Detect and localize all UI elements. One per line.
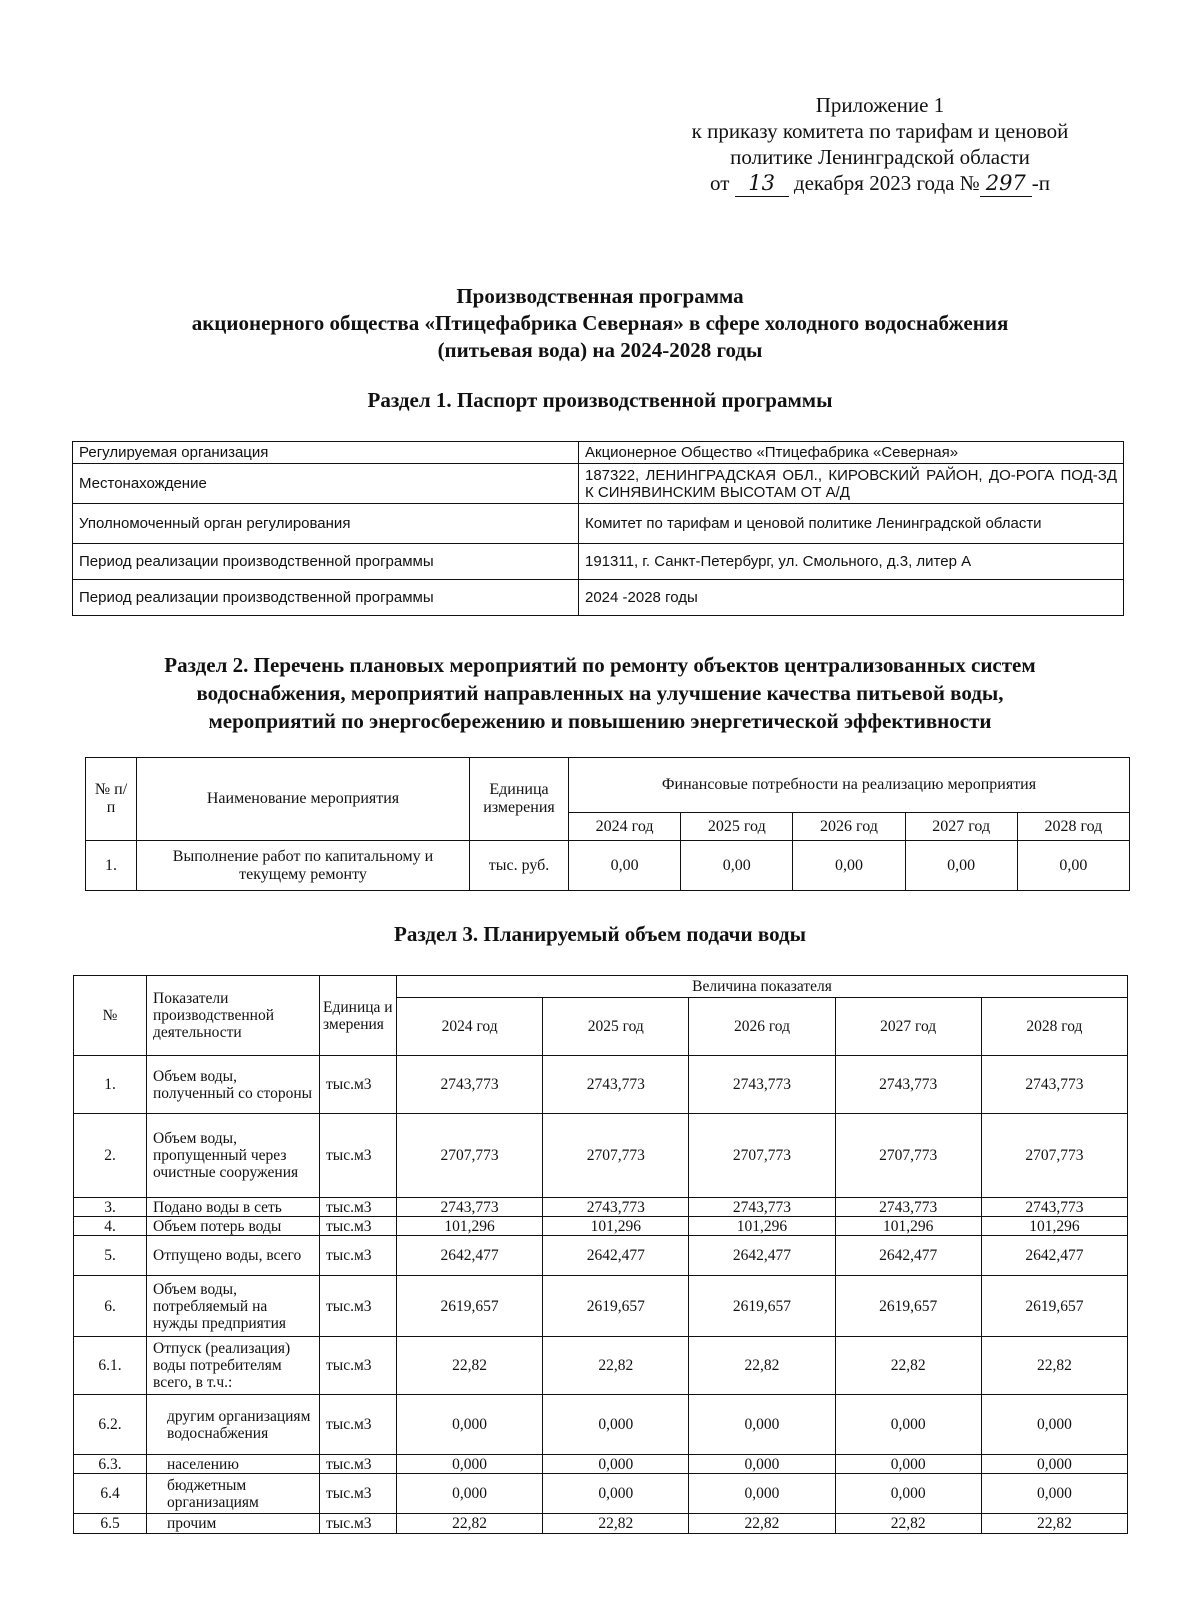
header-year: 2025 год bbox=[543, 998, 689, 1056]
passport-value: Комитет по тарифам и ценовой политике Ленинградской области bbox=[579, 504, 1124, 544]
appendix-line2: к приказу комитета по тарифам и ценовой bbox=[691, 119, 1069, 143]
passport-label: Уполномоченный орган регулирования bbox=[73, 504, 579, 544]
row-unit: тыс.м3 bbox=[320, 1198, 397, 1217]
row-value: 2743,773 bbox=[689, 1198, 835, 1217]
header-indicator: Показатели производственной деятельности bbox=[147, 976, 320, 1056]
row-value: 0,000 bbox=[689, 1474, 835, 1514]
header-year: 2027 год bbox=[905, 813, 1017, 841]
row-value: 2743,773 bbox=[835, 1056, 981, 1114]
row-value: 101,296 bbox=[835, 1217, 981, 1236]
row-value: 101,296 bbox=[981, 1217, 1127, 1236]
table-row bbox=[74, 1395, 1128, 1455]
passport-table bbox=[72, 441, 1124, 616]
water-supply-table bbox=[73, 975, 1128, 1534]
row-value: 0,00 bbox=[905, 841, 1017, 891]
row-value: 2743,773 bbox=[689, 1056, 835, 1114]
row-value: 0,00 bbox=[1017, 841, 1129, 891]
passport-row bbox=[73, 504, 1124, 544]
appendix-header bbox=[640, 92, 1120, 197]
header-value: Величина показателя bbox=[397, 976, 1128, 998]
header-num: № bbox=[74, 976, 147, 1056]
row-value: 2642,477 bbox=[835, 1236, 981, 1276]
row-value: 2619,657 bbox=[543, 1276, 689, 1337]
header-year: 2028 год bbox=[981, 998, 1127, 1056]
row-unit: тыс.м3 bbox=[320, 1217, 397, 1236]
row-value: 2743,773 bbox=[397, 1056, 543, 1114]
row-num: 1. bbox=[74, 1056, 147, 1114]
passport-value: Акционерное Общество «Птицефабрика «Северная» bbox=[579, 442, 1124, 464]
table-row bbox=[86, 841, 1130, 891]
row-value: 2743,773 bbox=[981, 1056, 1127, 1114]
row-value: 2743,773 bbox=[397, 1198, 543, 1217]
row-value: 0,00 bbox=[569, 841, 681, 891]
passport-row bbox=[73, 544, 1124, 580]
row-value: 0,00 bbox=[793, 841, 905, 891]
row-value: 0,000 bbox=[981, 1455, 1127, 1474]
row-value: 22,82 bbox=[835, 1514, 981, 1534]
section3-heading: Раздел 3. Планируемый объем подачи воды bbox=[394, 922, 806, 946]
row-value: 2642,477 bbox=[397, 1236, 543, 1276]
row-unit: тыс.м3 bbox=[320, 1514, 397, 1534]
row-value: 22,82 bbox=[543, 1514, 689, 1534]
appendix-prefix: от bbox=[710, 171, 730, 195]
header-unit: Единица измерения bbox=[470, 758, 569, 841]
table-row bbox=[74, 1337, 1128, 1395]
row-unit: тыс.м3 bbox=[320, 1056, 397, 1114]
row-value: 2642,477 bbox=[981, 1236, 1127, 1276]
section2-heading-line1: Раздел 2. Перечень плановых мероприятий по ремонту объектов централизованных систем bbox=[164, 653, 1036, 677]
row-unit: тыс.м3 bbox=[320, 1276, 397, 1337]
row-value: 0,00 bbox=[681, 841, 793, 891]
row-value: 22,82 bbox=[981, 1514, 1127, 1534]
title-line1: Производственная программа bbox=[456, 284, 744, 308]
appendix-day: 13 bbox=[735, 170, 789, 197]
row-indicator: другим организациям водоснабжения bbox=[147, 1395, 320, 1455]
row-value: 22,82 bbox=[689, 1337, 835, 1395]
row-value: 0,000 bbox=[981, 1474, 1127, 1514]
row-unit: тыс.м3 bbox=[320, 1114, 397, 1198]
row-value: 22,82 bbox=[835, 1337, 981, 1395]
appendix-line3: политике Ленинградской области bbox=[730, 145, 1030, 169]
row-indicator: Объем воды, пропущенный через очистные сооружения bbox=[147, 1114, 320, 1198]
row-value: 2707,773 bbox=[689, 1114, 835, 1198]
header-year: 2027 год bbox=[835, 998, 981, 1056]
row-name: Выполнение работ по капитальному и текущему ремонту bbox=[137, 841, 470, 891]
table-row bbox=[74, 1514, 1128, 1534]
row-value: 0,000 bbox=[689, 1455, 835, 1474]
row-value: 22,82 bbox=[397, 1514, 543, 1534]
section2-heading-line2: водоснабжения, мероприятий направленных на улучшение качества питьевой воды, bbox=[196, 681, 1004, 705]
row-unit: тыс.м3 bbox=[320, 1455, 397, 1474]
header-year: 2026 год bbox=[793, 813, 905, 841]
header-year: 2028 год bbox=[1017, 813, 1129, 841]
row-value: 2743,773 bbox=[543, 1198, 689, 1217]
row-value: 2619,657 bbox=[835, 1276, 981, 1337]
row-indicator: населению bbox=[147, 1455, 320, 1474]
appendix-title: Приложение 1 bbox=[815, 93, 945, 117]
row-indicator: Объем воды, потребляемый на нужды предприятия bbox=[147, 1276, 320, 1337]
passport-row bbox=[73, 442, 1124, 464]
row-value: 0,000 bbox=[543, 1474, 689, 1514]
table-row bbox=[74, 1474, 1128, 1514]
row-indicator: Отпущено воды, всего bbox=[147, 1236, 320, 1276]
passport-value: 187322, ЛЕНИНГРАДСКАЯ ОБЛ., КИРОВСКИЙ РАЙОН, ДО-РОГА ПОД-ЗД К СИНЯВИНСКИМ ВЫСОТАМ ОТ А/Д bbox=[579, 464, 1124, 504]
row-num: 6.4 bbox=[74, 1474, 147, 1514]
row-unit: тыс.м3 bbox=[320, 1337, 397, 1395]
row-value: 22,82 bbox=[689, 1514, 835, 1534]
row-num: 4. bbox=[74, 1217, 147, 1236]
appendix-suffix: -п bbox=[1031, 171, 1050, 195]
row-value: 2619,657 bbox=[981, 1276, 1127, 1337]
row-num: 6.5 bbox=[74, 1514, 147, 1534]
title-line3: (питьевая вода) на 2024-2028 годы bbox=[437, 338, 763, 362]
table-row bbox=[74, 1276, 1128, 1337]
row-value: 2743,773 bbox=[981, 1198, 1127, 1217]
row-indicator: Отпуск (реализация) воды потребителям всего, в т.ч.: bbox=[147, 1337, 320, 1395]
row-value: 101,296 bbox=[543, 1217, 689, 1236]
row-value: 0,000 bbox=[981, 1395, 1127, 1455]
row-indicator: Объем воды, полученный со стороны bbox=[147, 1056, 320, 1114]
row-value: 2707,773 bbox=[397, 1114, 543, 1198]
row-value: 22,82 bbox=[981, 1337, 1127, 1395]
row-value: 0,000 bbox=[835, 1395, 981, 1455]
section2-heading bbox=[60, 651, 1140, 735]
row-indicator: Подано воды в сеть bbox=[147, 1198, 320, 1217]
row-value: 2707,773 bbox=[835, 1114, 981, 1198]
row-value: 2619,657 bbox=[397, 1276, 543, 1337]
row-value: 2707,773 bbox=[981, 1114, 1127, 1198]
row-unit: тыс.м3 bbox=[320, 1395, 397, 1455]
row-num: 6.2. bbox=[74, 1395, 147, 1455]
table-row bbox=[74, 1114, 1128, 1198]
document-title bbox=[80, 283, 1120, 364]
row-value: 0,000 bbox=[835, 1474, 981, 1514]
header-finance: Финансовые потребности на реализацию мероприятия bbox=[569, 758, 1130, 813]
row-unit: тыс. руб. bbox=[470, 841, 569, 891]
section1-heading: Раздел 1. Паспорт производственной программы bbox=[367, 388, 833, 412]
row-value: 0,000 bbox=[543, 1455, 689, 1474]
row-value: 0,000 bbox=[835, 1455, 981, 1474]
row-value: 0,000 bbox=[543, 1395, 689, 1455]
header-year: 2024 год bbox=[569, 813, 681, 841]
row-num: 2. bbox=[74, 1114, 147, 1198]
row-num: 6.1. bbox=[74, 1337, 147, 1395]
row-value: 101,296 bbox=[689, 1217, 835, 1236]
row-value: 2642,477 bbox=[543, 1236, 689, 1276]
row-value: 0,000 bbox=[689, 1395, 835, 1455]
row-unit: тыс.м3 bbox=[320, 1236, 397, 1276]
row-value: 2743,773 bbox=[835, 1198, 981, 1217]
row-value: 0,000 bbox=[397, 1455, 543, 1474]
row-num: 6.3. bbox=[74, 1455, 147, 1474]
title-line2: акционерного общества «Птицефабрика Северная» в сфере холодного водоснабжения bbox=[191, 311, 1009, 335]
passport-label: Регулируемая организация bbox=[73, 442, 579, 464]
table-row bbox=[74, 1056, 1128, 1114]
appendix-number: 297 bbox=[980, 170, 1032, 197]
row-indicator: прочим bbox=[147, 1514, 320, 1534]
row-value: 2619,657 bbox=[689, 1276, 835, 1337]
measures-table bbox=[85, 757, 1130, 891]
passport-row bbox=[73, 580, 1124, 616]
passport-label: Местонахождение bbox=[73, 464, 579, 504]
passport-row bbox=[73, 464, 1124, 504]
row-value: 101,296 bbox=[397, 1217, 543, 1236]
table-row bbox=[74, 1236, 1128, 1276]
table-row bbox=[74, 1455, 1128, 1474]
table-row bbox=[74, 1217, 1128, 1236]
row-num: 3. bbox=[74, 1198, 147, 1217]
row-num: 6. bbox=[74, 1276, 147, 1337]
row-value: 0,000 bbox=[397, 1474, 543, 1514]
appendix-middle: декабря 2023 года № bbox=[793, 171, 980, 195]
header-num: № п/п bbox=[86, 758, 137, 841]
header-name: Наименование мероприятия bbox=[137, 758, 470, 841]
header-year: 2024 год bbox=[397, 998, 543, 1056]
header-unit: Единица измерения bbox=[320, 976, 397, 1056]
row-value: 0,000 bbox=[397, 1395, 543, 1455]
row-value: 2642,477 bbox=[689, 1236, 835, 1276]
row-value: 2707,773 bbox=[543, 1114, 689, 1198]
row-value: 22,82 bbox=[397, 1337, 543, 1395]
row-num: 5. bbox=[74, 1236, 147, 1276]
row-indicator: бюджетным организациям bbox=[147, 1474, 320, 1514]
table-row bbox=[74, 1198, 1128, 1217]
passport-label: Период реализации производственной программы bbox=[73, 544, 579, 580]
row-indicator: Объем потерь воды bbox=[147, 1217, 320, 1236]
section2-heading-line3: мероприятий по энергосбережению и повышению энергетической эффективности bbox=[208, 709, 992, 733]
appendix-date-line bbox=[640, 170, 1120, 197]
passport-label: Период реализации производственной программы bbox=[73, 580, 579, 616]
row-unit: тыс.м3 bbox=[320, 1474, 397, 1514]
header-year: 2026 год bbox=[689, 998, 835, 1056]
row-num: 1. bbox=[86, 841, 137, 891]
passport-value: 2024 -2028 годы bbox=[579, 580, 1124, 616]
header-year: 2025 год bbox=[681, 813, 793, 841]
row-value: 2743,773 bbox=[543, 1056, 689, 1114]
passport-value: 191311, г. Санкт-Петербург, ул. Смольного, д.3, литер А bbox=[579, 544, 1124, 580]
row-value: 22,82 bbox=[543, 1337, 689, 1395]
